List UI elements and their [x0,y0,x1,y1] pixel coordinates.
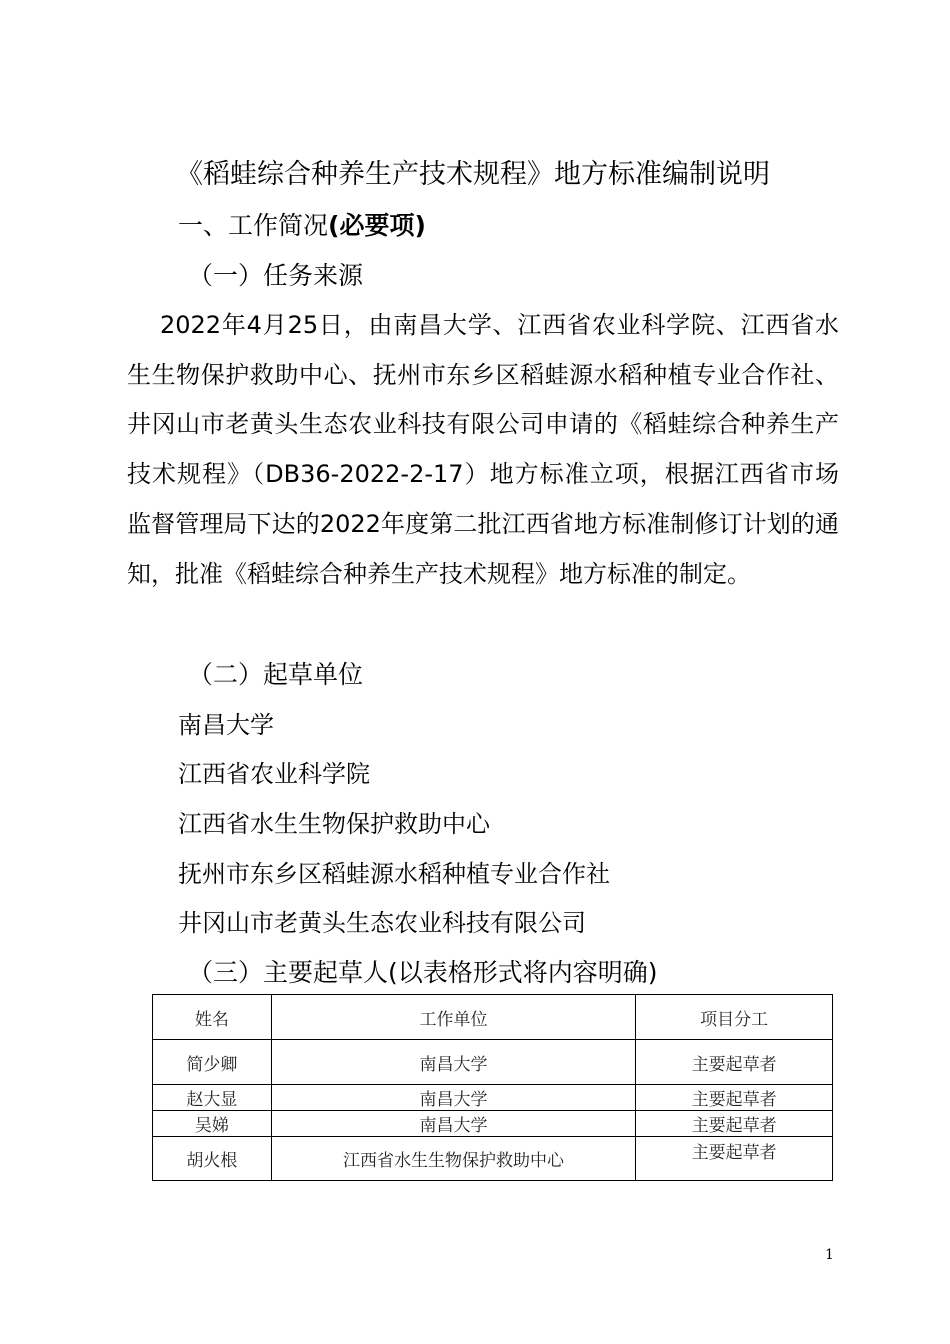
drafting-unit-item: 抚州市东乡区稻蛙源水稻种植专业合作社 [178,860,610,888]
section-heading-work-overview [178,206,426,242]
table-cell-unit: 南昌大学 [271,1040,635,1085]
table-cell-name: 胡火根 [153,1137,272,1181]
table-cell-name: 赵大显 [153,1085,272,1111]
drafters-table [152,994,833,1181]
drafting-unit-item: 南昌大学 [178,711,274,739]
table-row [153,1137,833,1181]
table-row [153,1085,833,1111]
table-cell-name: 吴娣 [153,1111,272,1137]
table-row [153,1040,833,1085]
task-source-paragraph: 2022年4月25日，由南昌大学、江西省农业科学院、江西省水生生物保护救助中心、抚州市东乡区稻蛙源水稻种植专业合作社、井冈山市老黄头生态农业科技有限公司申请的《稻蛙综合种养生产技术规程》（DB36-2022-2-17）地方标准立项，根据江西省市场监督管理局下达的2022年度第二批江西省地方标准制修订计划的通知，批准《稻蛙综合种养生产技术规程》地方标准的制定。 [127,311,839,588]
page-number: 1 [825,1247,834,1263]
table-header-unit: 工作单位 [271,995,635,1040]
table-cell-name: 简少卿 [153,1040,272,1085]
table-cell-unit: 南昌大学 [271,1085,635,1111]
table-cell-role: 主要起草者 [636,1040,833,1085]
drafting-unit-item: 江西省水生生物保护救助中心 [178,810,490,838]
drafting-unit-item: 江西省农业科学院 [178,760,370,788]
table-header-name: 姓名 [153,995,272,1040]
document-title: 《稻蛙综合种养生产技术规程》地方标准编制说明 [176,159,770,190]
subsection-heading-drafting-units: （二）起草单位 [188,660,364,689]
table-cell-role: 主要起草者 [636,1111,833,1137]
table-cell-role: 主要起草者 [636,1085,833,1111]
table-cell-unit: 南昌大学 [271,1111,635,1137]
drafting-unit-item: 井冈山市老黄头生态农业科技有限公司 [178,909,586,937]
table-cell-unit: 江西省水生生物保护救助中心 [271,1137,635,1181]
table-row [153,1111,833,1137]
section-heading-required-tag: (必要项) [328,211,426,240]
subsection-heading-main-drafters: （三）主要起草人(以表格形式将内容明确) [188,958,658,987]
subsection-heading-task-source: （一）任务来源 [188,261,364,290]
section-heading-text: 一、工作简况 [178,211,329,240]
table-header-role: 项目分工 [636,995,833,1040]
table-header-row [153,995,833,1040]
table-cell-role: 主要起草者 [636,1137,833,1181]
